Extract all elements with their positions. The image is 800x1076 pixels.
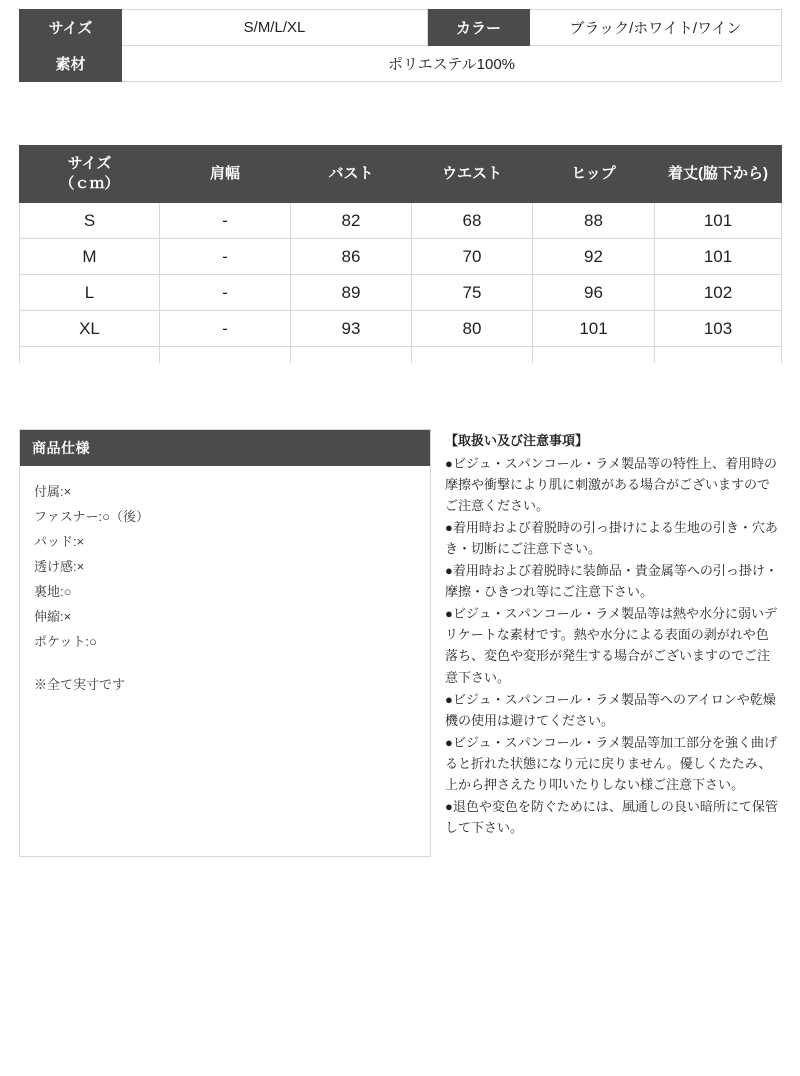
size-chart-col-hip: ヒップ xyxy=(533,146,655,203)
product-spec-note: ※全て実寸です xyxy=(34,676,126,692)
product-spec-table xyxy=(19,9,782,82)
size-chart-col-waist: ウエスト xyxy=(412,146,533,203)
cell-hip-s: 88 xyxy=(533,203,655,239)
cell-shoulder-l: - xyxy=(160,275,291,311)
list-item: ●ビジュ・スパンコール・ラメ製品等の特性上、着用時の摩擦や衝撃により肌に刺激がある場合がございますのでご注意ください。 xyxy=(445,456,777,514)
cell-waist-m: 70 xyxy=(412,239,533,275)
product-detail-page xyxy=(0,9,800,1076)
product-spec-box xyxy=(19,429,431,857)
cell-length-xl: 103 xyxy=(655,311,782,347)
list-item: 付属:× xyxy=(34,484,72,499)
care-instructions-title: 【取扱い及び注意事項】 xyxy=(445,433,589,448)
table-row xyxy=(20,46,782,82)
cell-waist-l: 75 xyxy=(412,275,533,311)
cell-waist-s: 68 xyxy=(412,203,533,239)
table-row xyxy=(20,311,782,347)
lower-section xyxy=(19,429,781,857)
list-item: ●ビジュ・スパンコール・ラメ製品等へのアイロンや乾燥機の使用は避けてください。 xyxy=(445,691,776,728)
table-row xyxy=(20,239,782,275)
cell-hip-m: 92 xyxy=(533,239,655,275)
size-chart-col-size: サイズ （ｃｍ） xyxy=(20,146,160,203)
spec-label-size: サイズ xyxy=(20,10,122,46)
list-item: 伸縮:× xyxy=(34,608,72,624)
list-item: ポケット:○ xyxy=(34,633,97,649)
cell-hip-l: 96 xyxy=(533,275,655,311)
product-spec-box-title: 商品仕様 xyxy=(20,430,430,466)
cell-waist-xl: 80 xyxy=(412,311,533,347)
cell-shoulder-xl: - xyxy=(160,311,291,347)
cell-length-s: 101 xyxy=(655,203,782,239)
size-chart-col-bust: バスト xyxy=(291,146,412,203)
cell-size-m: M xyxy=(20,239,160,275)
spec-label-color: カラー xyxy=(428,10,530,46)
cell-size-s: S xyxy=(20,203,160,239)
cell-bust-m: 86 xyxy=(291,239,412,275)
spec-value-color: ブラック/ホワイト/ワイン xyxy=(530,10,782,46)
table-row xyxy=(20,203,782,239)
spec-value-size: S/M/L/XL xyxy=(122,10,428,46)
cell-size-xl: XL xyxy=(20,311,160,347)
cell-size-l: L xyxy=(20,275,160,311)
list-item: 裏地:○ xyxy=(34,583,72,599)
spec-label-material: 素材 xyxy=(20,46,122,82)
list-item: 透け感:× xyxy=(34,558,85,574)
table-row xyxy=(20,10,782,46)
list-item: ●退色や変色を防ぐためには、風通しの良い暗所にて保管して下さい。 xyxy=(445,798,778,835)
list-item: ●ビジュ・スパンコール・ラメ製品等は熱や水分に弱いデリケートな素材です。熱や水分による表面の剥がれや色落ち、変色や変形が発生する場合がございますのでご注意下さい。 xyxy=(445,606,777,685)
care-instructions xyxy=(445,429,781,839)
cell-shoulder-s: - xyxy=(160,203,291,239)
size-chart-header-row xyxy=(20,146,782,203)
spec-value-material: ポリエステル100% xyxy=(122,46,782,82)
cell-bust-s: 82 xyxy=(291,203,412,239)
table-row xyxy=(20,275,782,311)
list-item: ファスナー:○（後） xyxy=(34,508,149,524)
cell-shoulder-m: - xyxy=(160,239,291,275)
size-chart-col-shoulder: 肩幅 xyxy=(160,146,291,203)
cell-bust-xl: 93 xyxy=(291,311,412,347)
cell-length-l: 102 xyxy=(655,275,782,311)
list-item: ●着用時および着脱時の引っ掛けによる生地の引き・穴あき・切断にご注意下さい。 xyxy=(445,520,778,557)
list-item: ●ビジュ・スパンコール・ラメ製品等加工部分を強く曲げると折れた状態になり元に戻りません。優しくたたみ、上から押さえたり叩いたりしない様ご注意下さい。 xyxy=(445,734,777,792)
table-row-spacer xyxy=(20,347,782,364)
cell-hip-xl: 101 xyxy=(533,311,655,347)
list-item: ●着用時および着脱時に装飾品・貴金属等への引っ掛け・摩擦・ひきつれ等にご注意下さい。 xyxy=(445,563,778,600)
size-chart-col-length: 着丈(脇下から) xyxy=(655,146,782,203)
cell-length-m: 101 xyxy=(655,239,782,275)
size-chart-table xyxy=(19,145,782,364)
cell-bust-l: 89 xyxy=(291,275,412,311)
product-spec-box-body xyxy=(20,466,430,716)
list-item: パッド:× xyxy=(34,533,85,549)
